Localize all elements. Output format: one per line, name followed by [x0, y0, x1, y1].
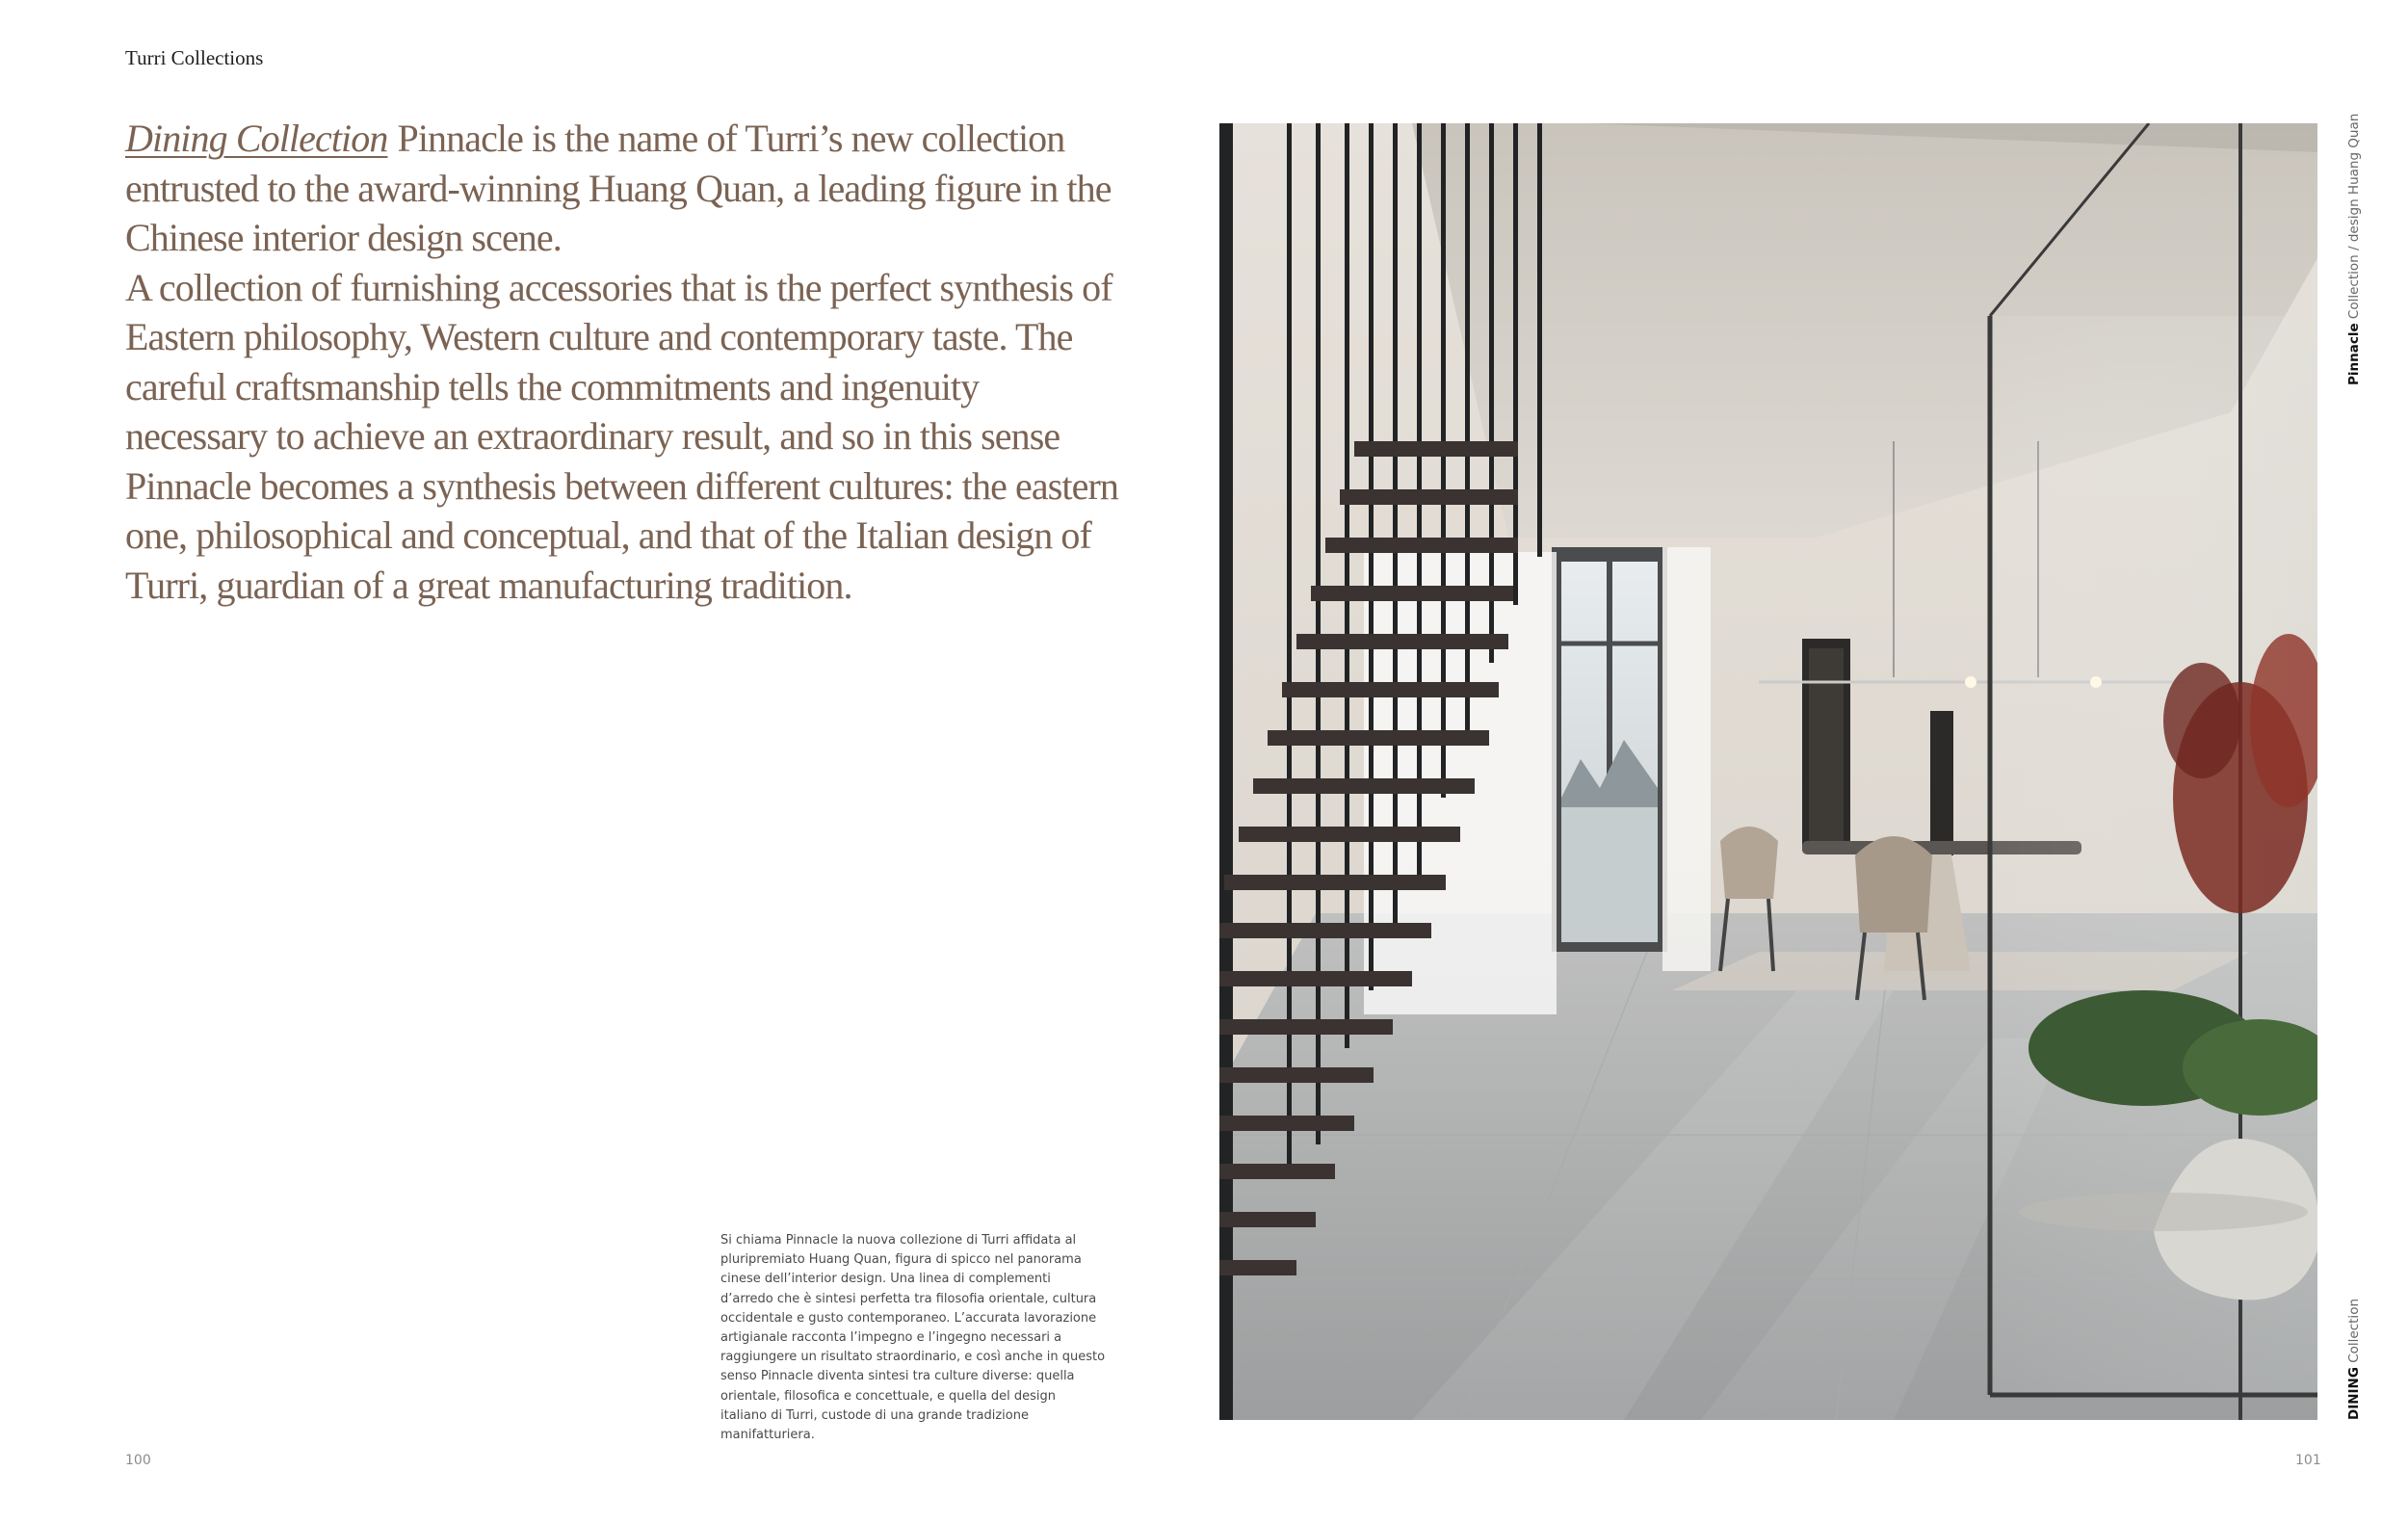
lead-paragraph-1 — [125, 114, 1127, 263]
caption-section-name: DINING — [2346, 1367, 2362, 1420]
caption-section-suffix: Collection — [2346, 1298, 2362, 1368]
lead-paragraph-2: A collection of furnishing accessories that is the perfect synthesis of Eastern philosophy, Western culture and contemporary taste. The careful craftsmanship tells the commitments and ingenuity necessary to achieve an extraordinary result, and so in this sense Pinnacle becomes a synthesis between different cultures: the eastern one, philosophical and conceptual, and that of the Italian design of Turri, guardian of a great manufacturing tradition. — [125, 265, 1119, 607]
section-caption — [2346, 1299, 2362, 1420]
interior-photo — [1219, 123, 2317, 1420]
page-number-left: 100 — [125, 1453, 151, 1468]
brand-header: Turri Collections — [125, 46, 264, 69]
lead-text — [125, 114, 1127, 610]
lead-paragraph-1-text: Pinnacle is the name of Turri’s new collection entrusted to the award-winning Huang Quan, a leading figure in the Chinese interior design scene. — [125, 117, 1112, 259]
chair — [1720, 827, 1778, 899]
italian-translation — [720, 1231, 1106, 1445]
page-number-right: 101 — [2295, 1453, 2321, 1468]
caption-collection-name: Pinnacle — [2346, 323, 2362, 385]
section-kicker: Dining Collection — [125, 117, 388, 160]
photo-credit-caption — [2346, 114, 2362, 385]
italian-paragraph: Si chiama Pinnacle la nuova collezione di Turri affidata al pluripremiato Huang Quan, figura di spicco nel panorama cinese dell’interior design. Una linea di complementi d’arredo che è sintesi perfetta tra filosofia orientale, cultura occidentale e gusto contemporaneo. L’accurata lavorazione artigianale racconta l’impegno e l’ingegno necessari a raggiungere un risultato straordinario, e così anche in questo senso Pinnacle diventa sintesi tra culture diverse: quella orientale, filosofica e concettuale, e quella del design italiano di Turri, custode di una grande tradizione manifatturiera. — [720, 1233, 1106, 1443]
caption-designer: Collection / design Huang Quan — [2346, 113, 2362, 324]
